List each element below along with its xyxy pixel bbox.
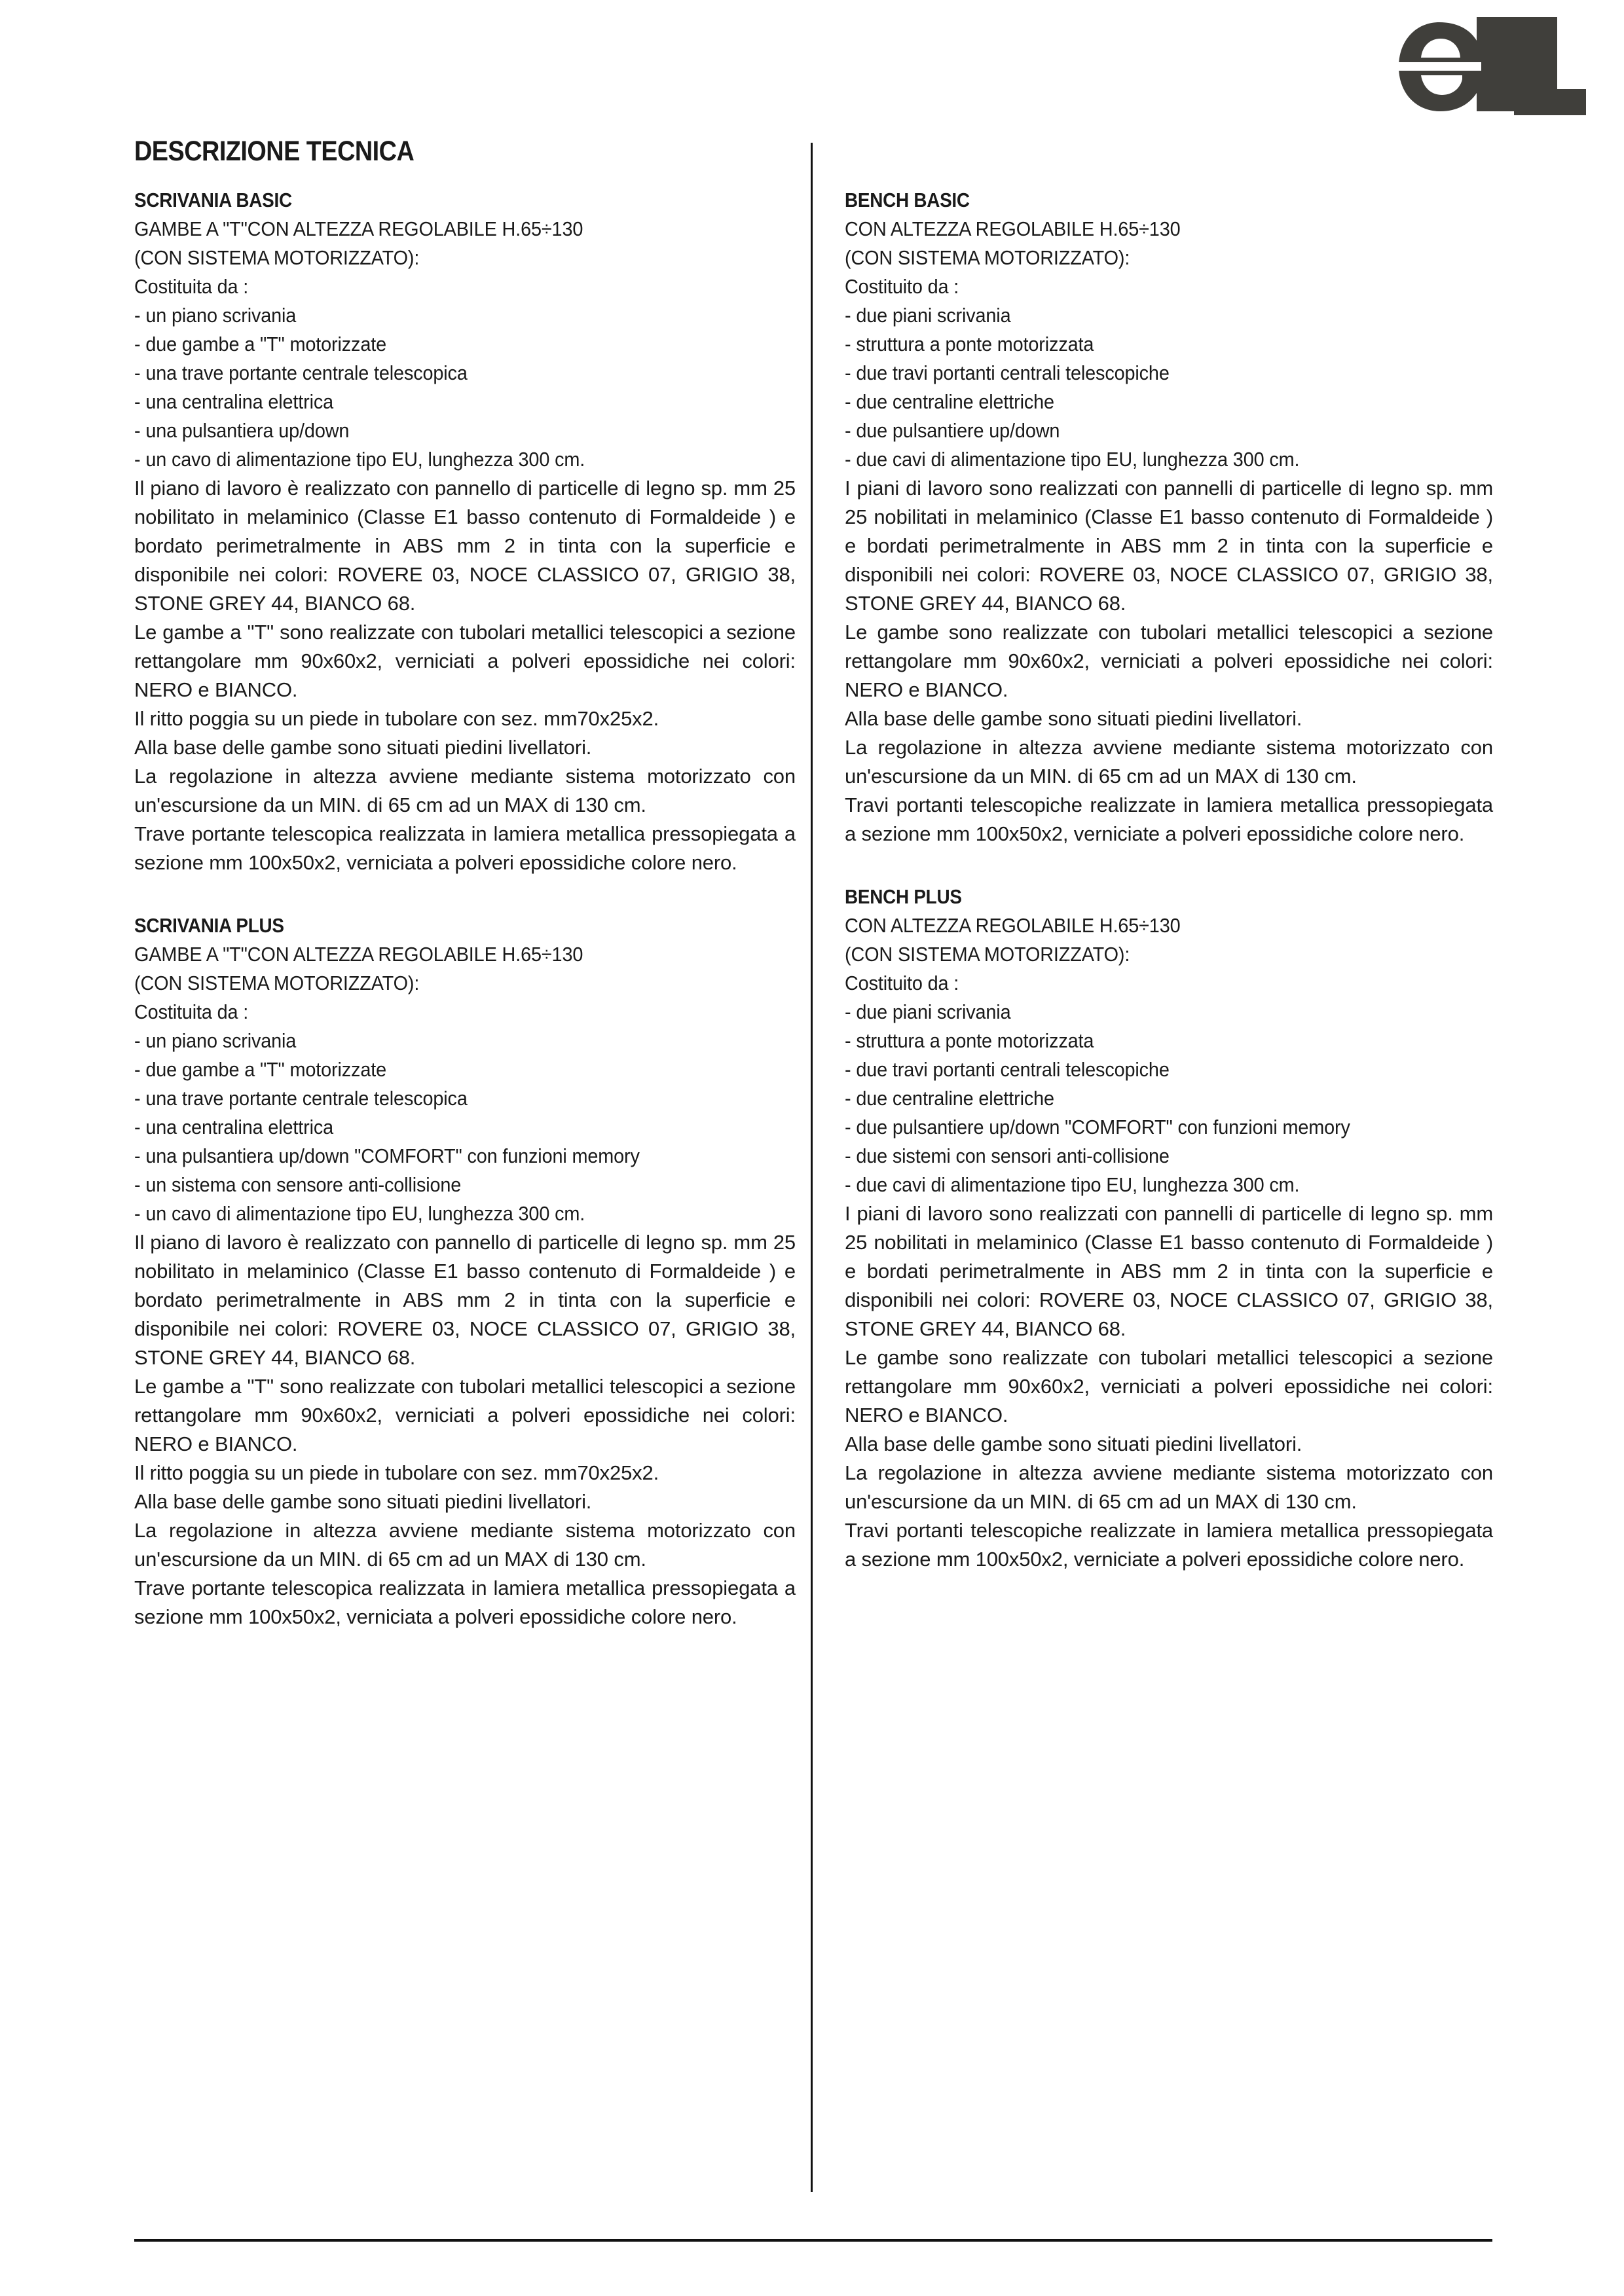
spec-paragraph: Alla base delle gambe sono situati piedini livellatori. [845, 707, 1302, 730]
spec-paragraph: Il piano di lavoro è realizzato con pannello di particelle di legno sp. mm 25 nobilitato in melaminico (Classe E1 basso contenuto di Formaldeide ) e bordato perimetralmente in ABS mm 2 in tinta con la superficie e disponibile nei colori: ROVERE 03, NOCE CLASSICO 07, GRIGIO 38, STONE GREY 44, BIANCO 68. [134, 1231, 796, 1369]
spec-line: (CON SISTEMA MOTORIZZATO): [134, 246, 420, 269]
section-bench-plus [845, 885, 1493, 1574]
right-column [845, 189, 1493, 1574]
spec-paragraph: Trave portante telescopica realizzata in lamiera metallica pressopiegata a sezione mm 100x50x2, verniciata a polveri epossidiche colore nero. [134, 822, 796, 874]
spec-list-item: - due piani scrivania [845, 304, 1011, 327]
spec-line: GAMBE A "T"CON ALTEZZA REGOLABILE H.65÷130 [134, 943, 583, 966]
section-title: BENCH PLUS [845, 885, 962, 908]
spec-list-item: - un cavo di alimentazione tipo EU, lunghezza 300 cm. [134, 448, 585, 471]
spec-list-item: - due pulsantiere up/down "COMFORT" con funzioni memory [845, 1116, 1350, 1139]
spec-paragraph: Il piano di lavoro è realizzato con pannello di particelle di legno sp. mm 25 nobilitato in melaminico (Classe E1 basso contenuto di Formaldeide ) e bordato perimetralmente in ABS mm 2 in tinta con la superficie e disponibile nei colori: ROVERE 03, NOCE CLASSICO 07, GRIGIO 38, STONE GREY 44, BIANCO 68. [134, 477, 796, 615]
spec-paragraph: La regolazione in altezza avviene mediante sistema motorizzato con un'escursione da un MIN. di 65 cm ad un MAX di 130 cm. [134, 1519, 796, 1571]
spec-paragraph: Le gambe a "T" sono realizzate con tubolari metallici telescopici a sezione rettangolare mm 90x60x2, verniciati a polveri epossidiche nei colori: NERO e BIANCO. [134, 1375, 796, 1455]
spec-line: Costituito da : [845, 275, 959, 298]
spec-list-item: - un piano scrivania [134, 304, 297, 327]
spec-list-item: - due cavi di alimentazione tipo EU, lunghezza 300 cm. [845, 448, 1300, 471]
section-title: SCRIVANIA BASIC [134, 189, 292, 211]
spec-list-item: - una pulsantiera up/down [134, 419, 350, 442]
spec-list-item: - due piani scrivania [845, 1000, 1011, 1023]
spec-line: Costituita da : [134, 1000, 249, 1023]
section-bench-basic [845, 189, 1493, 848]
spec-list-item: - due pulsantiere up/down [845, 419, 1060, 442]
spec-line: (CON SISTEMA MOTORIZZATO): [845, 943, 1130, 966]
spec-list-item: - struttura a ponte motorizzata [845, 333, 1094, 355]
spec-paragraph: Travi portanti telescopiche realizzate in lamiera metallica pressopiegata a sezione mm 100x50x2, verniciate a polveri epossidiche colore nero. [845, 793, 1493, 845]
spec-line: CON ALTEZZA REGOLABILE H.65÷130 [845, 217, 1181, 240]
section-title: BENCH BASIC [845, 189, 970, 211]
spec-list-item: - una centralina elettrica [134, 390, 334, 413]
spec-paragraph: I piani di lavoro sono realizzati con pannelli di particelle di legno sp. mm 25 nobilitati in melaminico (Classe E1 basso contenuto di Formaldeide ) e bordati perimetralmente in ABS mm 2 in tinta con la superficie e disponibili nei colori: ROVERE 03, NOCE CLASSICO 07, GRIGIO 38, STONE GREY 44, BIANCO 68. [845, 477, 1493, 615]
spec-list-item: - due gambe a "T" motorizzate [134, 1058, 386, 1081]
spec-list-item: - una pulsantiera up/down "COMFORT" con funzioni memory [134, 1144, 640, 1167]
spec-paragraph: Le gambe sono realizzate con tubolari metallici telescopici a sezione rettangolare mm 90x60x2, verniciati a polveri epossidiche nei colori: NERO e BIANCO. [845, 621, 1493, 701]
page-title: DESCRIZIONE TECNICA [134, 136, 415, 167]
spec-paragraph: Alla base delle gambe sono situati piedini livellatori. [845, 1432, 1302, 1455]
spec-paragraph: Travi portanti telescopiche realizzate in lamiera metallica pressopiegata a sezione mm 100x50x2, verniciate a polveri epossidiche colore nero. [845, 1519, 1493, 1571]
section-scrivania-plus [134, 914, 796, 1631]
spec-list-item: - un cavo di alimentazione tipo EU, lunghezza 300 cm. [134, 1202, 585, 1225]
footer-divider [134, 2239, 1492, 2242]
section-scrivania-basic [134, 189, 796, 877]
section-title: SCRIVANIA PLUS [134, 914, 284, 937]
spec-line: (CON SISTEMA MOTORIZZATO): [134, 972, 420, 994]
spec-list-item: - due cavi di alimentazione tipo EU, lunghezza 300 cm. [845, 1173, 1300, 1196]
spec-paragraph: Trave portante telescopica realizzata in lamiera metallica pressopiegata a sezione mm 100x50x2, verniciata a polveri epossidiche colore nero. [134, 1576, 796, 1628]
spec-list-item: - due travi portanti centrali telescopiche [845, 1058, 1170, 1081]
spec-paragraph: Il ritto poggia su un piede in tubolare con sez. mm70x25x2. [134, 707, 659, 730]
spec-paragraph: Alla base delle gambe sono situati piedini livellatori. [134, 1490, 592, 1513]
spec-list-item: - una trave portante centrale telescopica [134, 1087, 468, 1110]
spec-list-item: - una centralina elettrica [134, 1116, 334, 1139]
column-divider [811, 143, 813, 2192]
spec-paragraph: La regolazione in altezza avviene mediante sistema motorizzato con un'escursione da un MIN. di 65 cm ad un MAX di 130 cm. [845, 1461, 1493, 1513]
spec-line: Costituita da : [134, 275, 249, 298]
spec-list-item: - due gambe a "T" motorizzate [134, 333, 386, 355]
spec-line: GAMBE A "T"CON ALTEZZA REGOLABILE H.65÷130 [134, 217, 583, 240]
el-logo [1390, 17, 1586, 115]
spec-list-item: - due sistemi con sensori anti-collisione [845, 1144, 1170, 1167]
spec-list-item: - un piano scrivania [134, 1029, 297, 1052]
spec-paragraph: La regolazione in altezza avviene mediante sistema motorizzato con un'escursione da un MIN. di 65 cm ad un MAX di 130 cm. [134, 765, 796, 816]
left-column [134, 189, 796, 1631]
spec-paragraph: I piani di lavoro sono realizzati con pannelli di particelle di legno sp. mm 25 nobilitati in melaminico (Classe E1 basso contenuto di Formaldeide ) e bordati perimetralmente in ABS mm 2 in tinta con la superficie e disponibili nei colori: ROVERE 03, NOCE CLASSICO 07, GRIGIO 38, STONE GREY 44, BIANCO 68. [845, 1202, 1493, 1340]
spec-list-item: - struttura a ponte motorizzata [845, 1029, 1094, 1052]
spec-paragraph: Alla base delle gambe sono situati piedini livellatori. [134, 736, 592, 759]
spec-line: Costituito da : [845, 972, 959, 994]
spec-list-item: - una trave portante centrale telescopica [134, 361, 468, 384]
spec-list-item: - due centraline elettriche [845, 1087, 1054, 1110]
spec-paragraph: Il ritto poggia su un piede in tubolare con sez. mm70x25x2. [134, 1461, 659, 1484]
spec-line: CON ALTEZZA REGOLABILE H.65÷130 [845, 914, 1181, 937]
spec-line: (CON SISTEMA MOTORIZZATO): [845, 246, 1130, 269]
spec-paragraph: Le gambe a "T" sono realizzate con tubolari metallici telescopici a sezione rettangolare mm 90x60x2, verniciati a polveri epossidiche nei colori: NERO e BIANCO. [134, 621, 796, 701]
spec-list-item: - due travi portanti centrali telescopiche [845, 361, 1170, 384]
spec-list-item: - un sistema con sensore anti-collisione [134, 1173, 462, 1196]
spec-list-item: - due centraline elettriche [845, 390, 1054, 413]
spec-paragraph: La regolazione in altezza avviene mediante sistema motorizzato con un'escursione da un MIN. di 65 cm ad un MAX di 130 cm. [845, 736, 1493, 788]
spec-paragraph: Le gambe sono realizzate con tubolari metallici telescopici a sezione rettangolare mm 90x60x2, verniciati a polveri epossidiche nei colori: NERO e BIANCO. [845, 1346, 1493, 1427]
